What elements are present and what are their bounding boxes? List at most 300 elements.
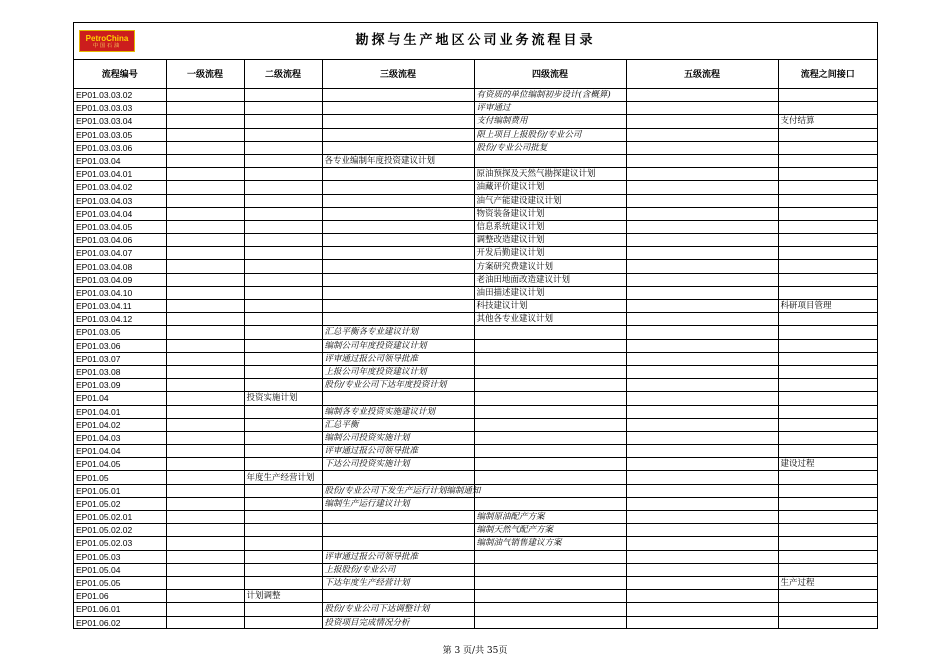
table-row (74, 115, 877, 128)
table-row (74, 260, 877, 273)
cell-level1 (166, 273, 244, 286)
cell-level2 (244, 458, 322, 471)
cell-level5 (626, 300, 778, 313)
cell-level5 (626, 326, 778, 339)
cell-level3: 评审通过报公司领导批准 (322, 352, 474, 365)
cell-level2 (244, 168, 322, 181)
cell-interface (778, 524, 877, 537)
cell-interface (778, 590, 877, 603)
cell-level2 (244, 563, 322, 576)
cell-interface (778, 260, 877, 273)
cell-level4 (474, 365, 626, 378)
cell-code: EP01.03.04.03 (74, 194, 166, 207)
cell-level1 (166, 339, 244, 352)
page-title: 勘探与生产地区公司业务流程目录 (355, 33, 596, 48)
cell-level4 (474, 497, 626, 510)
cell-level4 (474, 550, 626, 563)
cell-level4 (474, 484, 626, 497)
cell-level4: 有资质的单位编制初步设计(含概算) (474, 89, 626, 102)
cell-level3: 各专业编制年度投资建议计划 (322, 154, 474, 167)
table-row (74, 141, 877, 154)
cell-level4: 其他各专业建议计划 (474, 313, 626, 326)
cell-level1 (166, 220, 244, 233)
cell-level3: 上报公司年度投资建议计划 (322, 365, 474, 378)
cell-level4 (474, 616, 626, 629)
cell-interface (778, 392, 877, 405)
cell-code: EP01.04.03 (74, 431, 166, 444)
cell-interface (778, 154, 877, 167)
cell-interface (778, 445, 877, 458)
cell-interface (778, 471, 877, 484)
cell-level5 (626, 207, 778, 220)
table-row (74, 431, 877, 444)
cell-code: EP01.05 (74, 471, 166, 484)
cell-code: EP01.03.09 (74, 379, 166, 392)
table-row (74, 181, 877, 194)
cell-level1 (166, 352, 244, 365)
cell-level4: 油田描述建议计划 (474, 286, 626, 299)
cell-interface: 科研项目管理 (778, 300, 877, 313)
cell-code: EP01.04.01 (74, 405, 166, 418)
cell-code: EP01.03.03.06 (74, 141, 166, 154)
cell-level3 (322, 247, 474, 260)
table-row (74, 418, 877, 431)
cell-code: EP01.03.03.02 (74, 89, 166, 102)
cell-level3 (322, 392, 474, 405)
cell-level4: 调整改造建议计划 (474, 234, 626, 247)
cell-level3 (322, 260, 474, 273)
cell-level3: 编制公司投资实施计划 (322, 431, 474, 444)
cell-level5 (626, 431, 778, 444)
cell-level1 (166, 326, 244, 339)
cell-level5 (626, 576, 778, 589)
cell-interface (778, 431, 877, 444)
cell-level3 (322, 89, 474, 102)
cell-code: EP01.04.04 (74, 445, 166, 458)
cell-code: EP01.03.07 (74, 352, 166, 365)
cell-level4: 支付编制费用 (474, 115, 626, 128)
cell-level2 (244, 286, 322, 299)
cell-interface (778, 484, 877, 497)
cell-code: EP01.04 (74, 392, 166, 405)
cell-level3 (322, 286, 474, 299)
cell-level3 (322, 590, 474, 603)
cell-level4 (474, 154, 626, 167)
cell-code: EP01.03.04 (74, 154, 166, 167)
cell-code: EP01.03.04.08 (74, 260, 166, 273)
table-row (74, 603, 877, 616)
col-header-level4: 四级流程 (474, 59, 626, 89)
table-row (74, 550, 877, 563)
cell-interface (778, 168, 877, 181)
table-row (74, 220, 877, 233)
cell-level1 (166, 194, 244, 207)
cell-level4 (474, 458, 626, 471)
cell-level2 (244, 524, 322, 537)
cell-level2 (244, 405, 322, 418)
cell-level3 (322, 207, 474, 220)
cell-interface (778, 418, 877, 431)
cell-interface (778, 352, 877, 365)
cell-level5 (626, 141, 778, 154)
cell-level5 (626, 352, 778, 365)
cell-level3: 编制公司年度投资建议计划 (322, 339, 474, 352)
cell-level4 (474, 352, 626, 365)
cell-level3: 投资项目完成情况分析 (322, 616, 474, 629)
cell-level2 (244, 313, 322, 326)
cell-code: EP01.03.04.04 (74, 207, 166, 220)
cell-level5 (626, 550, 778, 563)
table-row (74, 102, 877, 115)
catalog-sheet (73, 22, 878, 629)
cell-interface (778, 405, 877, 418)
cell-interface (778, 234, 877, 247)
cell-level1 (166, 260, 244, 273)
table-row (74, 339, 877, 352)
cell-level2 (244, 616, 322, 629)
cell-level3 (322, 471, 474, 484)
cell-level1 (166, 154, 244, 167)
title-row (74, 23, 877, 60)
cell-level2 (244, 339, 322, 352)
cell-level2 (244, 102, 322, 115)
cell-interface (778, 313, 877, 326)
cell-level5 (626, 392, 778, 405)
cell-level5 (626, 128, 778, 141)
cell-level1 (166, 458, 244, 471)
cell-level4 (474, 590, 626, 603)
cell-interface (778, 379, 877, 392)
cell-level5 (626, 497, 778, 510)
cell-level2 (244, 326, 322, 339)
cell-interface (778, 537, 877, 550)
cell-code: EP01.03.06 (74, 339, 166, 352)
cell-level3: 股份/专业公司下达年度投资计划 (322, 379, 474, 392)
cell-level4: 原油预探及天然气勘探建议计划 (474, 168, 626, 181)
cell-level3 (322, 141, 474, 154)
table-row (74, 405, 877, 418)
cell-interface (778, 339, 877, 352)
cell-level4 (474, 576, 626, 589)
cell-level2: 投资实施计划 (244, 392, 322, 405)
cell-level2 (244, 603, 322, 616)
cell-level1 (166, 89, 244, 102)
cell-level2 (244, 234, 322, 247)
table-row (74, 524, 877, 537)
cell-level5 (626, 365, 778, 378)
cell-level5 (626, 286, 778, 299)
cell-level5 (626, 181, 778, 194)
cell-level1 (166, 207, 244, 220)
cell-interface (778, 128, 877, 141)
process-table (74, 59, 877, 629)
cell-code: EP01.03.08 (74, 365, 166, 378)
cell-code: EP01.03.04.12 (74, 313, 166, 326)
cell-interface (778, 89, 877, 102)
cell-code: EP01.05.02.03 (74, 537, 166, 550)
cell-level5 (626, 89, 778, 102)
table-row (74, 128, 877, 141)
cell-level1 (166, 590, 244, 603)
table-row (74, 273, 877, 286)
cell-level3: 编制生产运行建议计划 (322, 497, 474, 510)
cell-level5 (626, 511, 778, 524)
cell-level4: 股份/专业公司批复 (474, 141, 626, 154)
cell-level4: 开发后勤建议计划 (474, 247, 626, 260)
cell-level5 (626, 537, 778, 550)
cell-code: EP01.03.04.10 (74, 286, 166, 299)
cell-level3 (322, 537, 474, 550)
cell-interface (778, 102, 877, 115)
cell-level4 (474, 405, 626, 418)
cell-level3: 股份/专业公司下达调整计划 (322, 603, 474, 616)
table-row (74, 326, 877, 339)
cell-level2 (244, 207, 322, 220)
cell-level5 (626, 273, 778, 286)
cell-level5 (626, 484, 778, 497)
cell-level3 (322, 511, 474, 524)
table-header-row (74, 59, 877, 89)
cell-interface (778, 616, 877, 629)
cell-level1 (166, 497, 244, 510)
cell-code: EP01.03.04.11 (74, 300, 166, 313)
table-row (74, 352, 877, 365)
cell-level3: 汇总平衡 (322, 418, 474, 431)
cell-interface (778, 207, 877, 220)
cell-level2: 年度生产经营计划 (244, 471, 322, 484)
cell-level2 (244, 89, 322, 102)
cell-code: EP01.03.04.07 (74, 247, 166, 260)
col-header-level2: 二级流程 (244, 59, 322, 89)
cell-level2 (244, 418, 322, 431)
cell-level1 (166, 405, 244, 418)
cell-code: EP01.03.03.04 (74, 115, 166, 128)
cell-interface (778, 141, 877, 154)
cell-level2 (244, 445, 322, 458)
cell-level5 (626, 234, 778, 247)
cell-level1 (166, 247, 244, 260)
cell-level1 (166, 537, 244, 550)
cell-level4: 信息系统建议计划 (474, 220, 626, 233)
cell-level4: 限上项目上报股份/专业公司 (474, 128, 626, 141)
cell-level3 (322, 524, 474, 537)
cell-level5 (626, 339, 778, 352)
cell-level3 (322, 273, 474, 286)
cell-level2 (244, 576, 322, 589)
table-row (74, 300, 877, 313)
cell-interface (778, 220, 877, 233)
cell-level5 (626, 418, 778, 431)
cell-level5 (626, 154, 778, 167)
col-header-level5: 五级流程 (626, 59, 778, 89)
cell-code: EP01.03.04.02 (74, 181, 166, 194)
cell-level2 (244, 484, 322, 497)
cell-interface (778, 603, 877, 616)
cell-level2 (244, 247, 322, 260)
table-row (74, 576, 877, 589)
cell-level5 (626, 616, 778, 629)
cell-level4 (474, 603, 626, 616)
cell-level4 (474, 471, 626, 484)
cell-code: EP01.05.01 (74, 484, 166, 497)
cell-level4: 油藏评价建议计划 (474, 181, 626, 194)
cell-level1 (166, 524, 244, 537)
cell-interface (778, 273, 877, 286)
cell-level4 (474, 392, 626, 405)
table-row (74, 563, 877, 576)
cell-level2 (244, 352, 322, 365)
cell-level3 (322, 194, 474, 207)
cell-code: EP01.03.04.09 (74, 273, 166, 286)
cell-level2 (244, 511, 322, 524)
cell-code: EP01.05.04 (74, 563, 166, 576)
cell-code: EP01.03.04.05 (74, 220, 166, 233)
cell-level2 (244, 194, 322, 207)
table-row (74, 168, 877, 181)
cell-level5 (626, 445, 778, 458)
cell-level1 (166, 115, 244, 128)
cell-level5 (626, 471, 778, 484)
cell-level4 (474, 563, 626, 576)
cell-level4: 物资装备建议计划 (474, 207, 626, 220)
cell-code: EP01.06.02 (74, 616, 166, 629)
cell-level4: 编制原油配产方案 (474, 511, 626, 524)
cell-level2 (244, 154, 322, 167)
cell-level1 (166, 181, 244, 194)
table-row (74, 194, 877, 207)
cell-interface (778, 286, 877, 299)
cell-level1 (166, 431, 244, 444)
cell-level1 (166, 286, 244, 299)
cell-level3: 上报股份/专业公司 (322, 563, 474, 576)
col-header-interface: 流程之间接口 (778, 59, 877, 89)
cell-interface (778, 247, 877, 260)
table-row (74, 497, 877, 510)
cell-level1 (166, 168, 244, 181)
cell-level3 (322, 234, 474, 247)
cell-level1 (166, 379, 244, 392)
cell-level1 (166, 511, 244, 524)
cell-level2 (244, 431, 322, 444)
cell-code: EP01.04.05 (74, 458, 166, 471)
cell-interface (778, 194, 877, 207)
cell-level1 (166, 300, 244, 313)
cell-level5 (626, 458, 778, 471)
table-row (74, 286, 877, 299)
cell-level1 (166, 445, 244, 458)
cell-code: EP01.06.01 (74, 603, 166, 616)
cell-level2 (244, 497, 322, 510)
page-footer: 第 3 页/共 35页 (442, 646, 508, 656)
cell-code: EP01.06 (74, 590, 166, 603)
cell-level1 (166, 418, 244, 431)
table-row (74, 458, 877, 471)
cell-level1 (166, 563, 244, 576)
cell-level3 (322, 313, 474, 326)
cell-level5 (626, 247, 778, 260)
col-header-level3: 三级流程 (322, 59, 474, 89)
cell-level2 (244, 550, 322, 563)
cell-code: EP01.04.02 (74, 418, 166, 431)
cell-level5 (626, 603, 778, 616)
table-row (74, 616, 877, 629)
cell-level3 (322, 181, 474, 194)
table-row (74, 365, 877, 378)
cell-level2 (244, 220, 322, 233)
table-row (74, 313, 877, 326)
table-row (74, 207, 877, 220)
cell-level3: 股份/专业公司下发生产运行计划编制通知 (322, 484, 474, 497)
cell-level1 (166, 365, 244, 378)
cell-level5 (626, 590, 778, 603)
cell-level5 (626, 220, 778, 233)
cell-level4 (474, 431, 626, 444)
cell-level4 (474, 379, 626, 392)
cell-level5 (626, 194, 778, 207)
cell-level4 (474, 445, 626, 458)
cell-level5 (626, 379, 778, 392)
table-row (74, 511, 877, 524)
cell-code: EP01.05.02.01 (74, 511, 166, 524)
cell-interface (778, 563, 877, 576)
table-row (74, 379, 877, 392)
cell-level5 (626, 405, 778, 418)
cell-level3 (322, 168, 474, 181)
cell-level1 (166, 392, 244, 405)
cell-code: EP01.03.04.01 (74, 168, 166, 181)
cell-code: EP01.03.03.03 (74, 102, 166, 115)
cell-level3 (322, 220, 474, 233)
cell-level1 (166, 313, 244, 326)
cell-interface (778, 511, 877, 524)
cell-level2: 计划调整 (244, 590, 322, 603)
cell-level5 (626, 563, 778, 576)
cell-level1 (166, 102, 244, 115)
cell-level1 (166, 603, 244, 616)
table-row (74, 471, 877, 484)
cell-level2 (244, 537, 322, 550)
cell-level1 (166, 550, 244, 563)
cell-code: EP01.03.04.06 (74, 234, 166, 247)
cell-level4 (474, 339, 626, 352)
cell-level2 (244, 365, 322, 378)
cell-code: EP01.03.05 (74, 326, 166, 339)
cell-interface: 支付结算 (778, 115, 877, 128)
cell-level3 (322, 102, 474, 115)
table-row (74, 590, 877, 603)
cell-code: EP01.03.03.05 (74, 128, 166, 141)
cell-interface (778, 550, 877, 563)
cell-level4: 评审通过 (474, 102, 626, 115)
cell-level2 (244, 273, 322, 286)
cell-level2 (244, 379, 322, 392)
table-row (74, 247, 877, 260)
cell-interface (778, 326, 877, 339)
cell-interface (778, 181, 877, 194)
cell-code: EP01.05.02.02 (74, 524, 166, 537)
table-row (74, 537, 877, 550)
cell-level5 (626, 524, 778, 537)
cell-level1 (166, 141, 244, 154)
table-row (74, 89, 877, 102)
cell-level4: 编制天然气配产方案 (474, 524, 626, 537)
col-header-code: 流程编号 (74, 59, 166, 89)
cell-interface (778, 365, 877, 378)
cell-level1 (166, 484, 244, 497)
cell-level4 (474, 418, 626, 431)
logo-subtext: 中国石油 (92, 42, 121, 49)
cell-level1 (166, 616, 244, 629)
